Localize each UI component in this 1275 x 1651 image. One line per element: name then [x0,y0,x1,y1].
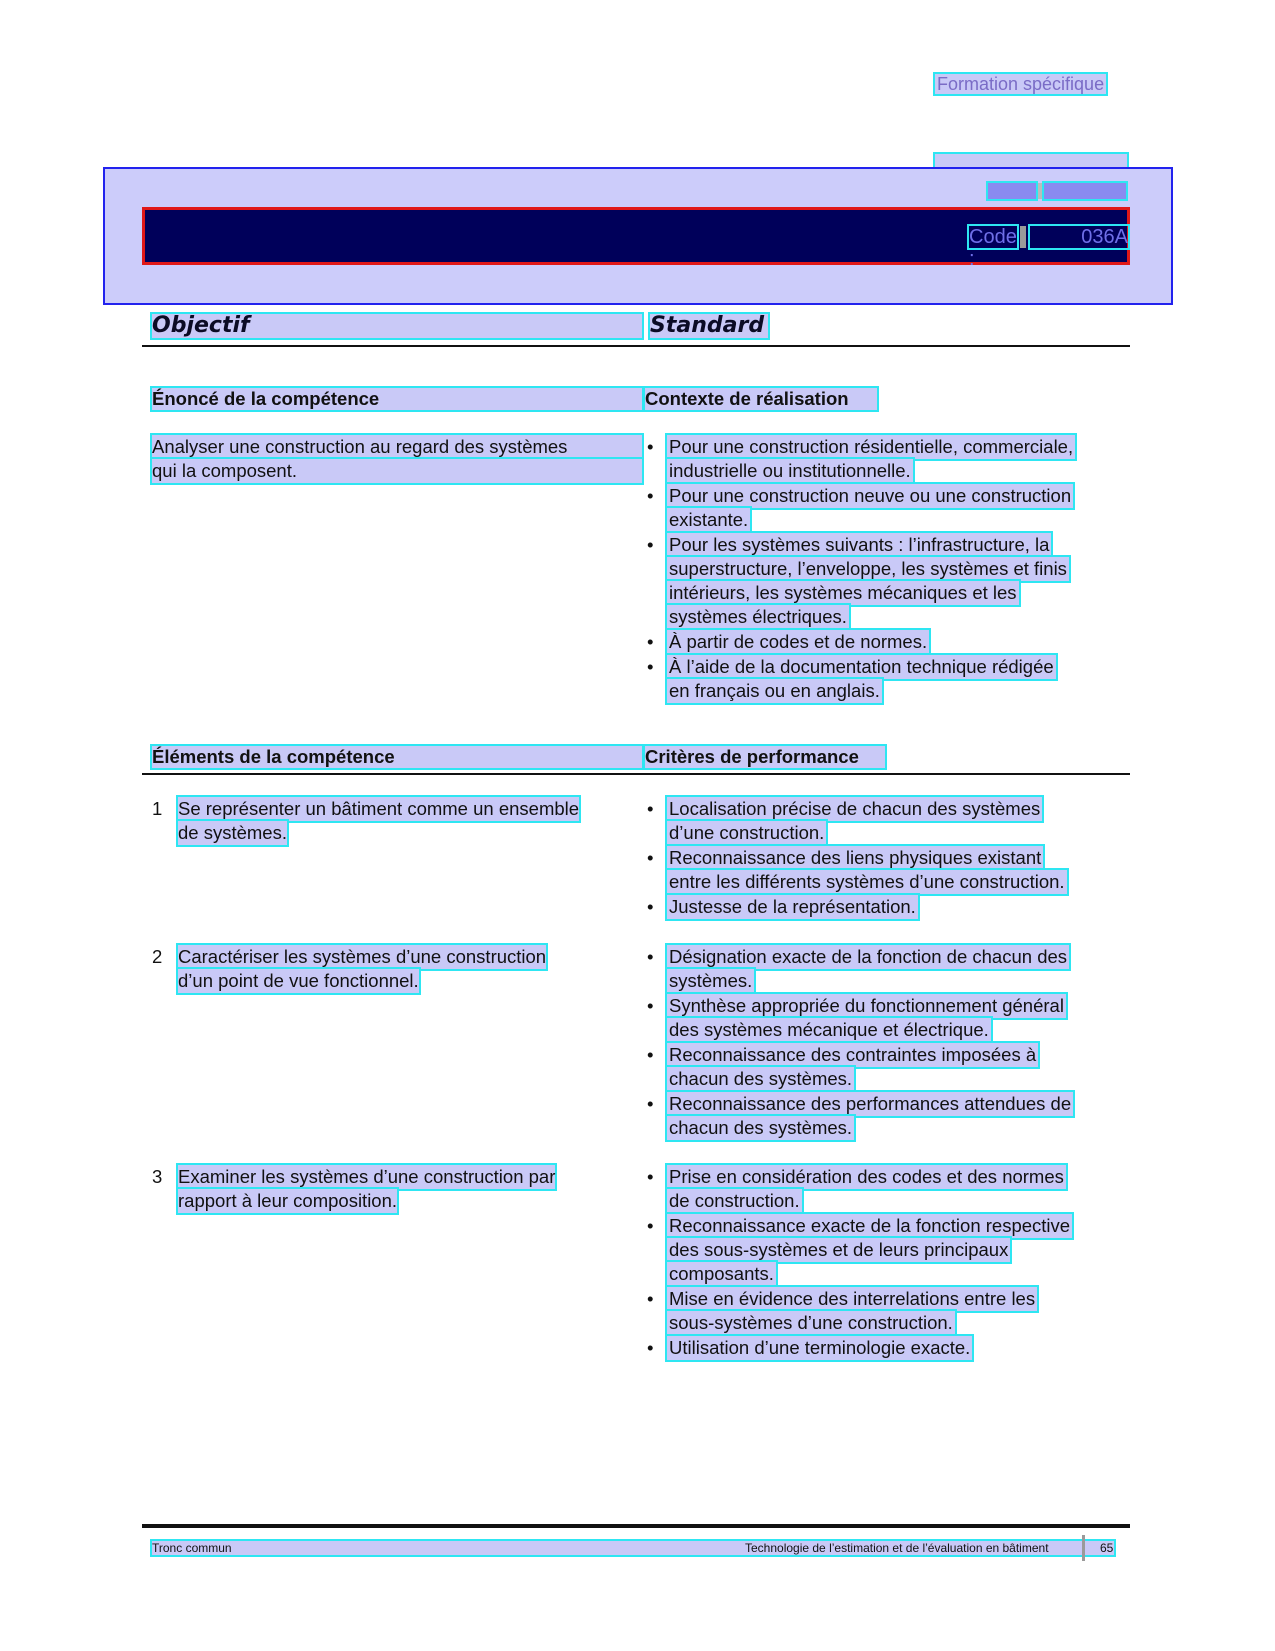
element-line: d’un point de vue fonctionnel. [178,970,419,991]
element-line: Examiner les systèmes d’une construction par [178,1166,556,1187]
footer-right-text: Technologie de l’estimation et de l’évaluation en bâtiment [745,1541,1049,1555]
contexte-line: intérieurs, les systèmes mécaniques et les [669,582,1017,603]
code-label: Code : [969,226,1017,270]
element-item [152,1165,555,1213]
contexte-item [645,630,929,654]
objectif-header: Objectif [152,314,642,338]
contexte-line: À partir de codes et de normes. [669,631,928,652]
enonce-heading: Énoncé de la compétence [152,388,642,410]
critere-item [645,846,1067,894]
bullet-icon: • [647,485,654,506]
bullet-icon: • [647,1093,654,1114]
element-number: 1 [152,798,163,819]
contexte-line: en français ou en anglais. [669,680,880,701]
critere-item [645,1336,972,1360]
critere-item [645,1092,1073,1140]
enonce-line: Analyser une construction au regard des systèmes [152,435,642,459]
critere-line: chacun des systèmes. [669,1068,853,1089]
bullet-icon: • [647,631,654,652]
critere-line: Synthèse appropriée du fonctionnement général [669,995,1064,1016]
bullet-icon: • [647,1044,654,1065]
element-line: Se représenter un bâtiment comme un ensemble [178,798,580,819]
contexte-heading: Contexte de réalisation [645,388,877,410]
critere-item [645,945,1069,993]
critere-line: Mise en évidence des interrelations entre les [669,1288,1036,1309]
code-separator [1020,226,1026,248]
code-value: 036A [1030,226,1128,248]
bullet-icon: • [647,847,654,868]
contexte-item [645,484,1073,532]
header-small-bar-right [1044,183,1126,199]
critere-item [645,895,918,919]
footer-left-text: Tronc commun [152,1541,232,1555]
program-type-label: Formation spécifique [937,74,1105,94]
element-number: 2 [152,946,163,967]
contexte-line: Pour une construction neuve ou une construction [669,485,1072,506]
elements-heading: Éléments de la compétence [152,746,642,768]
critere-item [645,1043,1038,1091]
contexte-line: Pour une construction résidentielle, commerciale, [669,436,1074,457]
bullet-icon: • [647,534,654,555]
contexte-item [645,435,1075,483]
bullet-icon: • [647,1288,654,1309]
criteres-heading: Critères de performance [645,746,885,768]
element-line: rapport à leur composition. [178,1190,398,1211]
element-item [152,945,546,993]
critere-line: des systèmes mécanique et électrique. [669,1019,989,1040]
bullet-icon: • [647,946,654,967]
bullet-icon: • [647,1215,654,1236]
critere-line: chacun des systèmes. [669,1117,853,1138]
contexte-line: Pour les systèmes suivants : l’infrastructure, la [669,534,1050,555]
bullet-icon: • [647,798,654,819]
critere-line: composants. [669,1263,774,1284]
critere-line: entre les différents systèmes d’une construction. [669,871,1065,892]
bullet-icon: • [647,436,654,457]
contexte-line: industrielle ou institutionnelle. [669,460,911,481]
element-line: de systèmes. [178,822,287,843]
critere-line: Désignation exacte de la fonction de chacun des [669,946,1068,967]
elements-divider [142,773,1130,775]
contexte-line: systèmes électriques. [669,606,847,627]
critere-line: des sous-systèmes et de leurs principaux [669,1239,1009,1260]
page-number: 65 [1100,1541,1114,1555]
footer-divider [142,1524,1130,1528]
critere-line: Localisation précise de chacun des systèmes [669,798,1041,819]
critere-item [645,994,1066,1042]
header-small-bar-left [988,183,1036,199]
critere-line: Prise en considération des codes et des normes [669,1166,1064,1187]
contexte-item [645,533,1069,629]
critere-line: systèmes. [669,970,753,991]
critere-line: sous-systèmes d’une construction. [669,1312,953,1333]
header-divider [142,345,1130,347]
critere-item [645,1287,1037,1335]
contexte-item [645,655,1056,703]
bullet-icon: • [647,656,654,677]
critere-line: Utilisation d’une terminologie exacte. [669,1337,971,1358]
element-item [152,797,579,845]
bullet-icon: • [647,1166,654,1187]
bullet-icon: • [647,1337,654,1358]
critere-line: Justesse de la représentation. [669,896,916,917]
contexte-line: À l’aide de la documentation technique rédigée [669,656,1054,677]
footer-separator [1082,1535,1085,1561]
element-number: 3 [152,1166,163,1187]
bullet-icon: • [647,896,654,917]
critere-item [645,1214,1072,1286]
critere-line: de construction. [669,1190,800,1211]
bullet-icon: • [647,995,654,1016]
critere-line: Reconnaissance des liens physiques existant [669,847,1042,868]
contexte-line: superstructure, l’enveloppe, les systèmes et finis [669,558,1067,579]
enonce-line: qui la composent. [152,459,642,483]
critere-item [645,1165,1066,1213]
header-small-separator [1038,183,1043,199]
critere-line: Reconnaissance exacte de la fonction respective [669,1215,1071,1236]
critere-item [645,797,1042,845]
critere-line: Reconnaissance des contraintes imposées à [669,1044,1037,1065]
element-line: Caractériser les systèmes d’une construction [178,946,547,967]
contexte-line: existante. [669,509,749,530]
standard-header: Standard [650,314,768,338]
critere-line: d’une construction. [669,822,825,843]
critere-line: Reconnaissance des performances attendues de [669,1093,1072,1114]
